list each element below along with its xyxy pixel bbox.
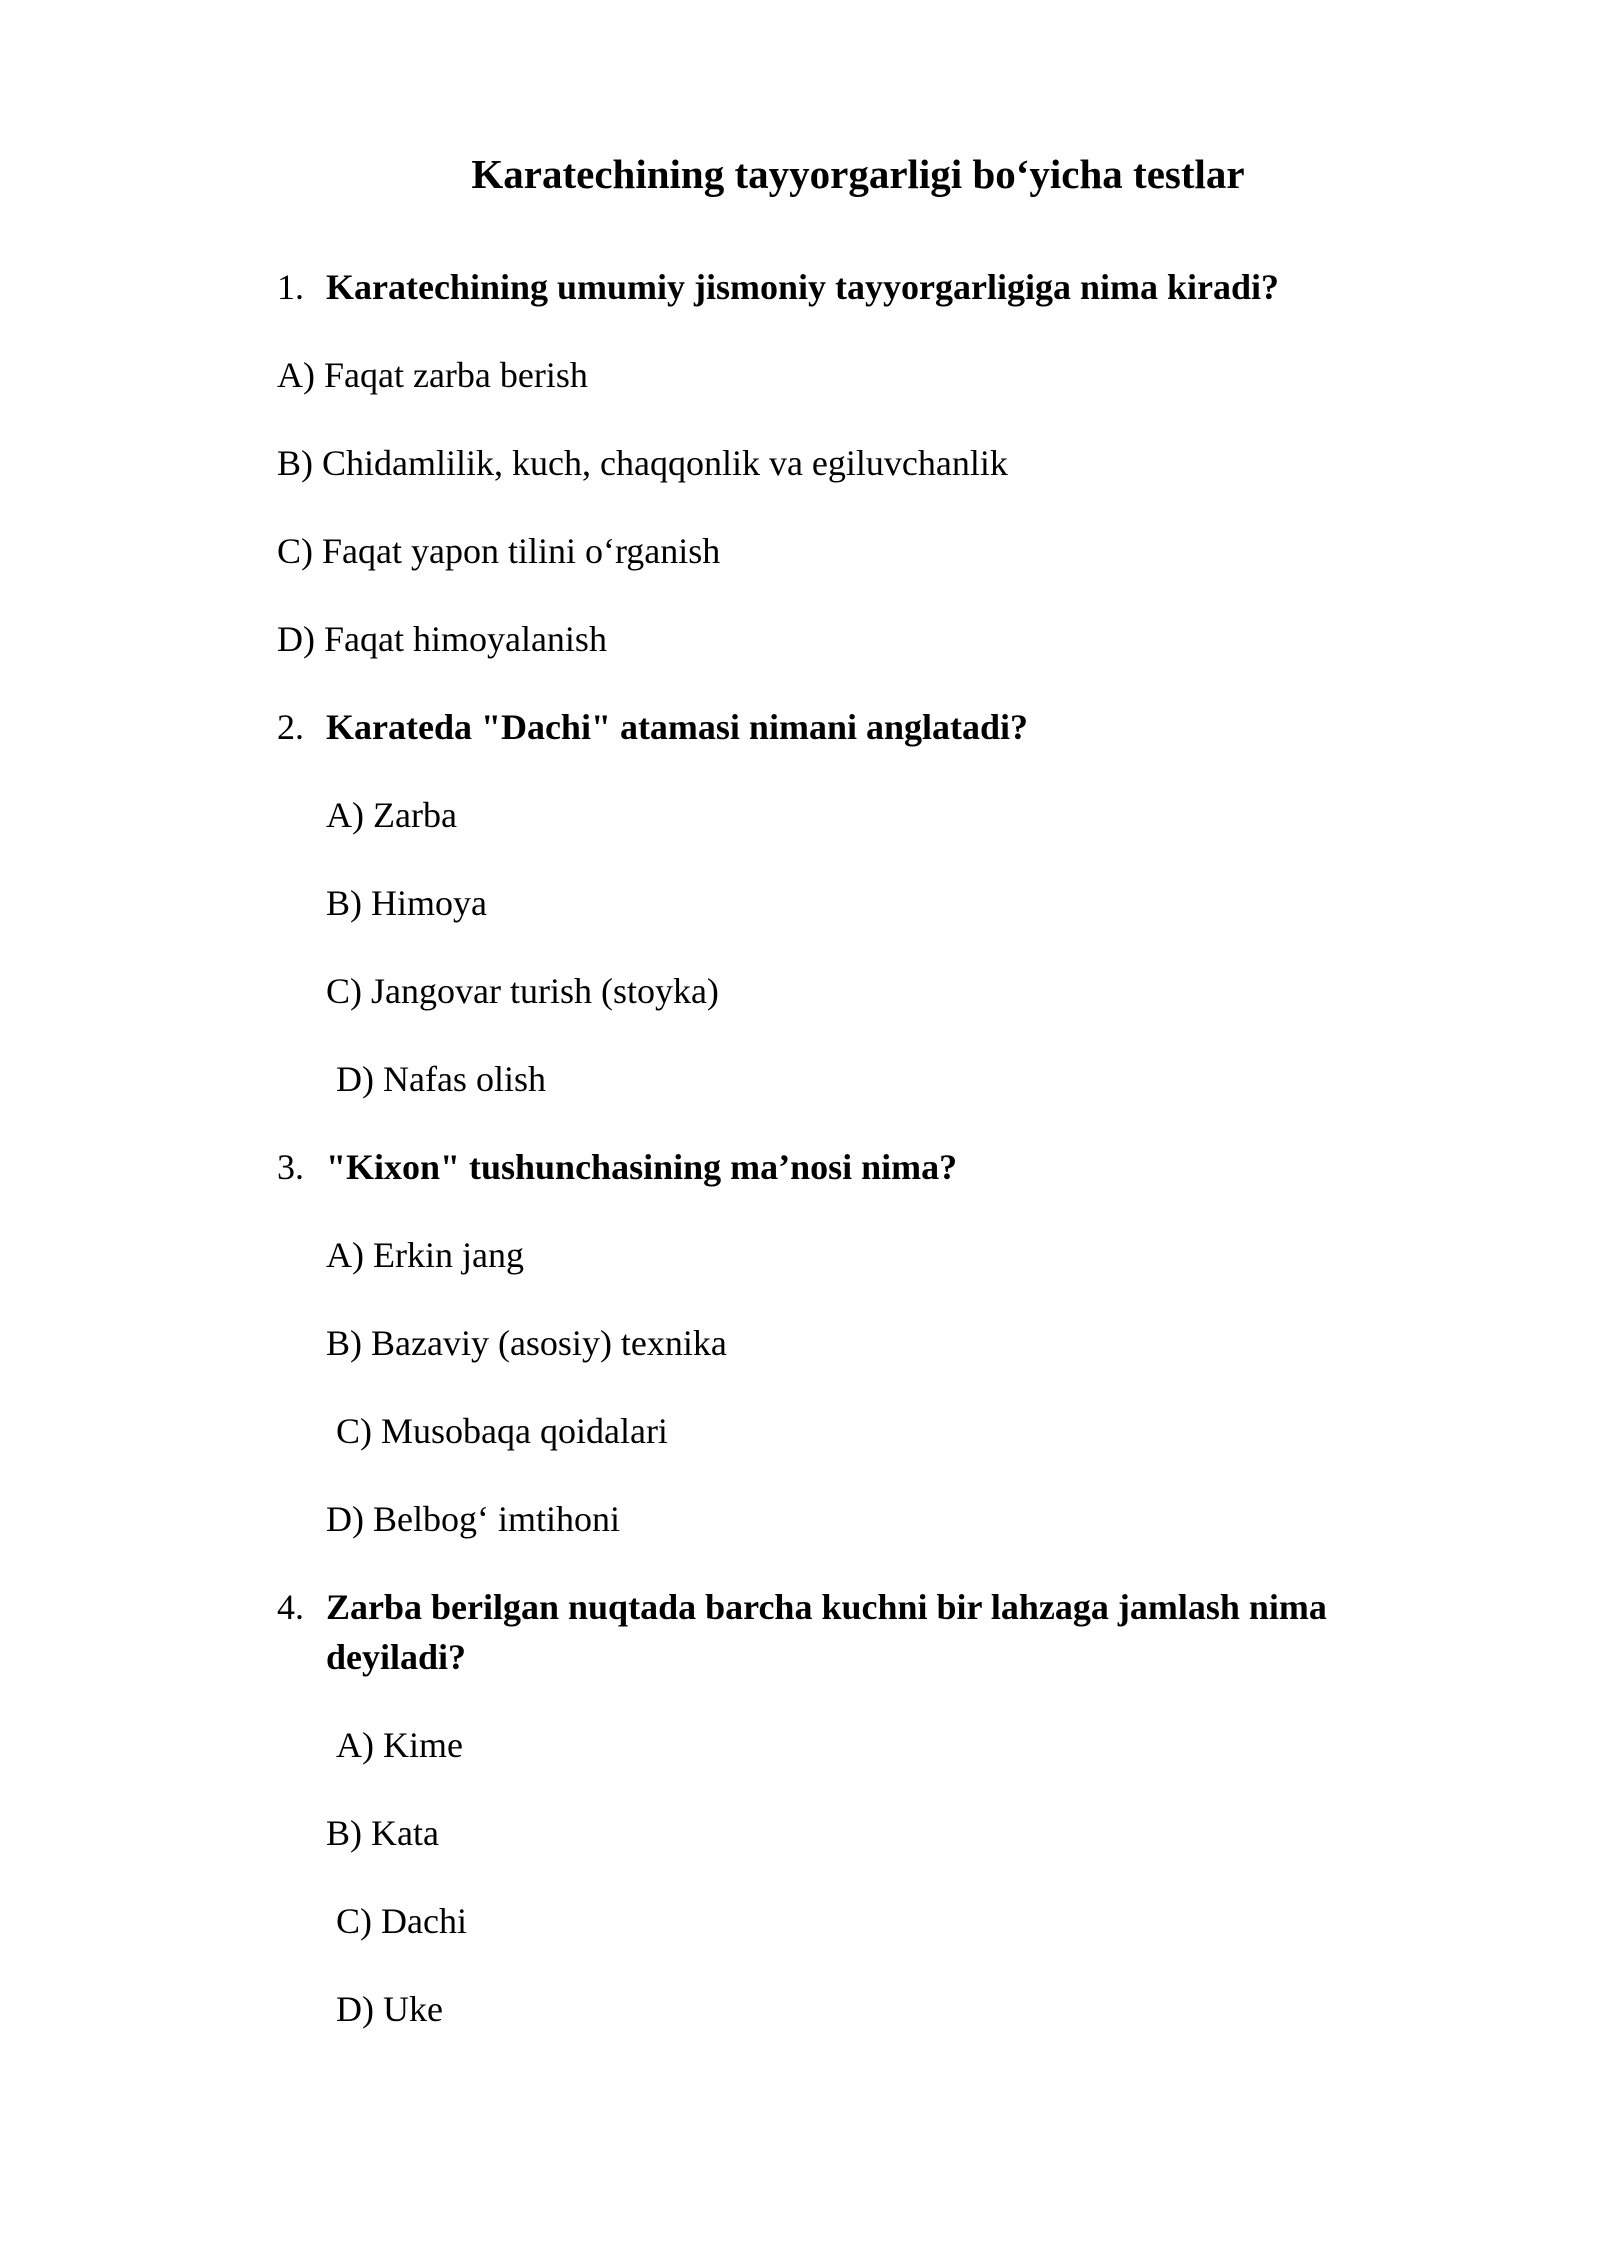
question-text: Zarba berilgan nuqtada barcha kuchni bir lahzaga jamlash nima deyiladi? — [326, 1587, 1327, 1677]
option-c: C) Faqat yapon tilini o‘rganish — [277, 531, 721, 571]
option-c: C) Dachi — [336, 1901, 467, 1941]
question-number: 3. — [277, 1147, 304, 1187]
question-number: 4. — [277, 1587, 304, 1627]
option-d: D) Faqat himoyalanish — [277, 619, 607, 659]
option-a: A) Faqat zarba berish — [277, 355, 588, 395]
page-title: Karatechining tayyorgarligi bo‘yicha testlar — [471, 151, 1245, 197]
question-number: 2. — [277, 707, 304, 747]
question-text: "Kixon" tushunchasining ma’nosi nima? — [326, 1147, 958, 1187]
question-text: Karateda "Dachi" atamasi nimani anglatadi? — [326, 707, 1028, 747]
option-d: D) Uke — [336, 1989, 443, 2029]
option-b: B) Himoya — [326, 883, 487, 923]
option-b: B) Chidamlilik, kuch, chaqqonlik va egiluvchanlik — [277, 443, 1008, 483]
option-b: B) Kata — [326, 1813, 439, 1853]
option-a: A) Zarba — [326, 795, 457, 835]
question-number: 1. — [277, 267, 304, 307]
option-c: C) Musobaqa qoidalari — [336, 1411, 668, 1451]
option-a: A) Erkin jang — [326, 1235, 524, 1275]
option-d: D) Belbog‘ imtihoni — [326, 1499, 620, 1539]
option-d: D) Nafas olish — [336, 1059, 546, 1099]
option-a: A) Kime — [336, 1725, 463, 1765]
question-text: Karatechining umumiy jismoniy tayyorgarligiga nima kiradi? — [326, 267, 1280, 307]
option-b: B) Bazaviy (asosiy) texnika — [326, 1323, 727, 1363]
option-c: C) Jangovar turish (stoyka) — [326, 971, 719, 1011]
